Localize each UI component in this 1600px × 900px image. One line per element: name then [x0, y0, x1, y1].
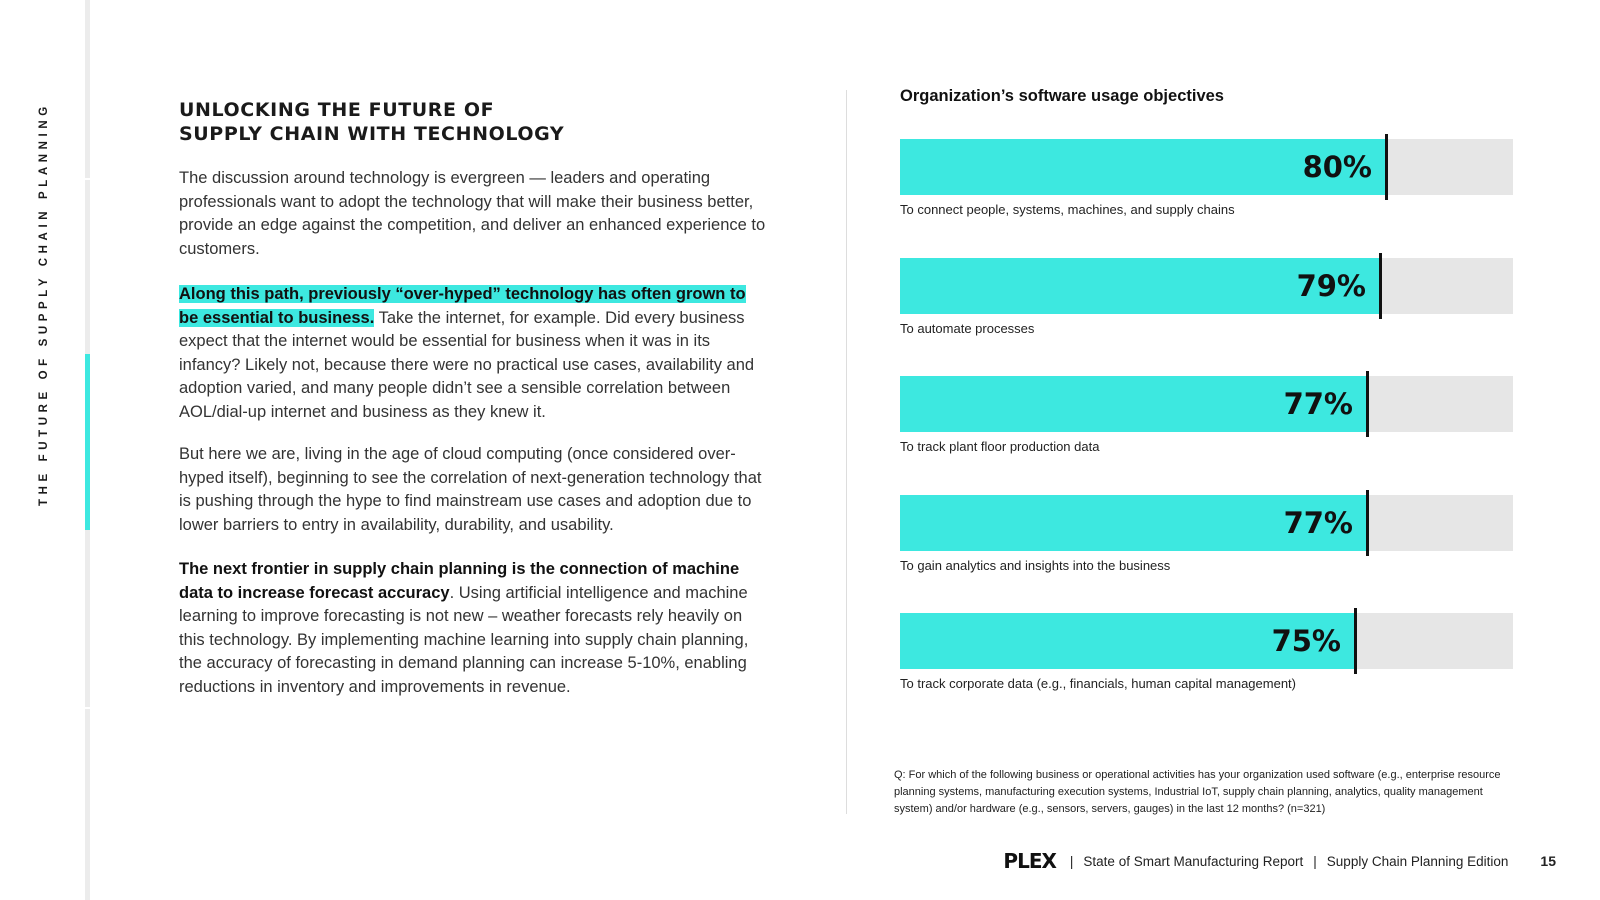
bar-category-label: To track corporate data (e.g., financials, human capital management): [900, 676, 1296, 691]
heading-line-1: UNLOCKING THE FUTURE OF: [179, 99, 495, 121]
heading-line-2: SUPPLY CHAIN WITH TECHNOLOGY: [179, 123, 565, 145]
footer-separator: |: [1069, 853, 1074, 869]
bar-marker: [1366, 371, 1369, 437]
survey-footnote: Q: For which of the following business or operational activities has your organization used software (e.g., enterprise resource planning systems, manufacturing execution systems, Industrial IoT, supply chain planning, analytics, quality management system) and/or hardware (e.g., sensors, servers, gauges) in the last 12 months? (n=321): [894, 769, 1501, 815]
bar-marker: [1354, 608, 1357, 674]
bar-value-label: 80%: [1302, 150, 1372, 184]
side-rail: [85, 0, 90, 900]
bar-track: [900, 613, 1513, 669]
bar-track: [900, 495, 1513, 551]
paragraph-4: [179, 558, 769, 699]
chart-title: Organization’s software usage objectives: [900, 87, 1224, 105]
page-number: 15: [1540, 853, 1556, 869]
footer-separator: |: [1313, 853, 1317, 869]
paragraph-3: But here we are, living in the age of cloud computing (once considered over-hyped itself), beginning to see the correlation of next-generation technology that is pushing through the hype to find mainstream use cases and adoption due to lower barriers to entry in availability, durability, and usability.: [179, 445, 762, 534]
report-name: State of Smart Manufacturing Report: [1083, 853, 1304, 869]
page-footer: [1003, 851, 1556, 871]
bar-category-label: To gain analytics and insights into the business: [900, 557, 1171, 573]
paragraph-1: The discussion around technology is evergreen — leaders and operating professionals want to adopt the technology that will make their business better, provide an edge against the competition, and deliver an enhanced experience to customers.: [179, 169, 766, 258]
bar-marker: [1366, 490, 1369, 556]
bar-track: [900, 376, 1513, 432]
bar-category-label: To automate processes: [900, 320, 1035, 336]
paragraph-4-text: . Using artificial intelligence and machine learning to improve forecasting is not new – weather forecasts rely heavily on this technology. By implementing machine learning into supply chain planning, the accuracy of forecasting in demand planning can increase 5-10%, enabling reductions in inventory and improvements in revenue.: [179, 583, 749, 696]
edition-name: Supply Chain Planning Edition: [1326, 853, 1509, 869]
paragraph-2-text: Take the internet, for example. Did every business expect that the internet would be essential for business when it was in its infancy? Likely not, because there were no practical use cases, availability and adoption varied, and many people didn’t see a sensible correlation between AOL/dial-up internet and business as they knew it.: [179, 308, 755, 421]
section-indicator: [85, 354, 90, 530]
bar-category-label: To track plant floor production data: [900, 439, 1100, 454]
paragraph-2: [179, 283, 769, 424]
bar-value-label: 75%: [1271, 624, 1341, 658]
section-title: THE FUTURE OF SUPPLY CHAIN PLANNING: [38, 102, 50, 506]
bar-category-label: To connect people, systems, machines, and supply chains: [900, 202, 1235, 217]
bar-value-label: 77%: [1283, 505, 1353, 540]
bar-track: [900, 139, 1513, 195]
bar-marker: [1379, 253, 1382, 319]
bar-track: [900, 258, 1513, 314]
bar-value-label: 79%: [1296, 268, 1366, 303]
column-divider: [846, 90, 847, 814]
highlighted-text: Along this path, previously “over-hyped” technology has often grown to be essential to business.: [179, 285, 746, 327]
bold-lead: The next frontier in supply chain planning is the connection of machine data to increase forecast accuracy: [179, 560, 740, 602]
bar-value-label: 77%: [1283, 387, 1353, 421]
bar-marker: [1385, 134, 1388, 200]
plex-logo: PLEX: [1003, 849, 1056, 873]
article-heading: [179, 98, 699, 146]
